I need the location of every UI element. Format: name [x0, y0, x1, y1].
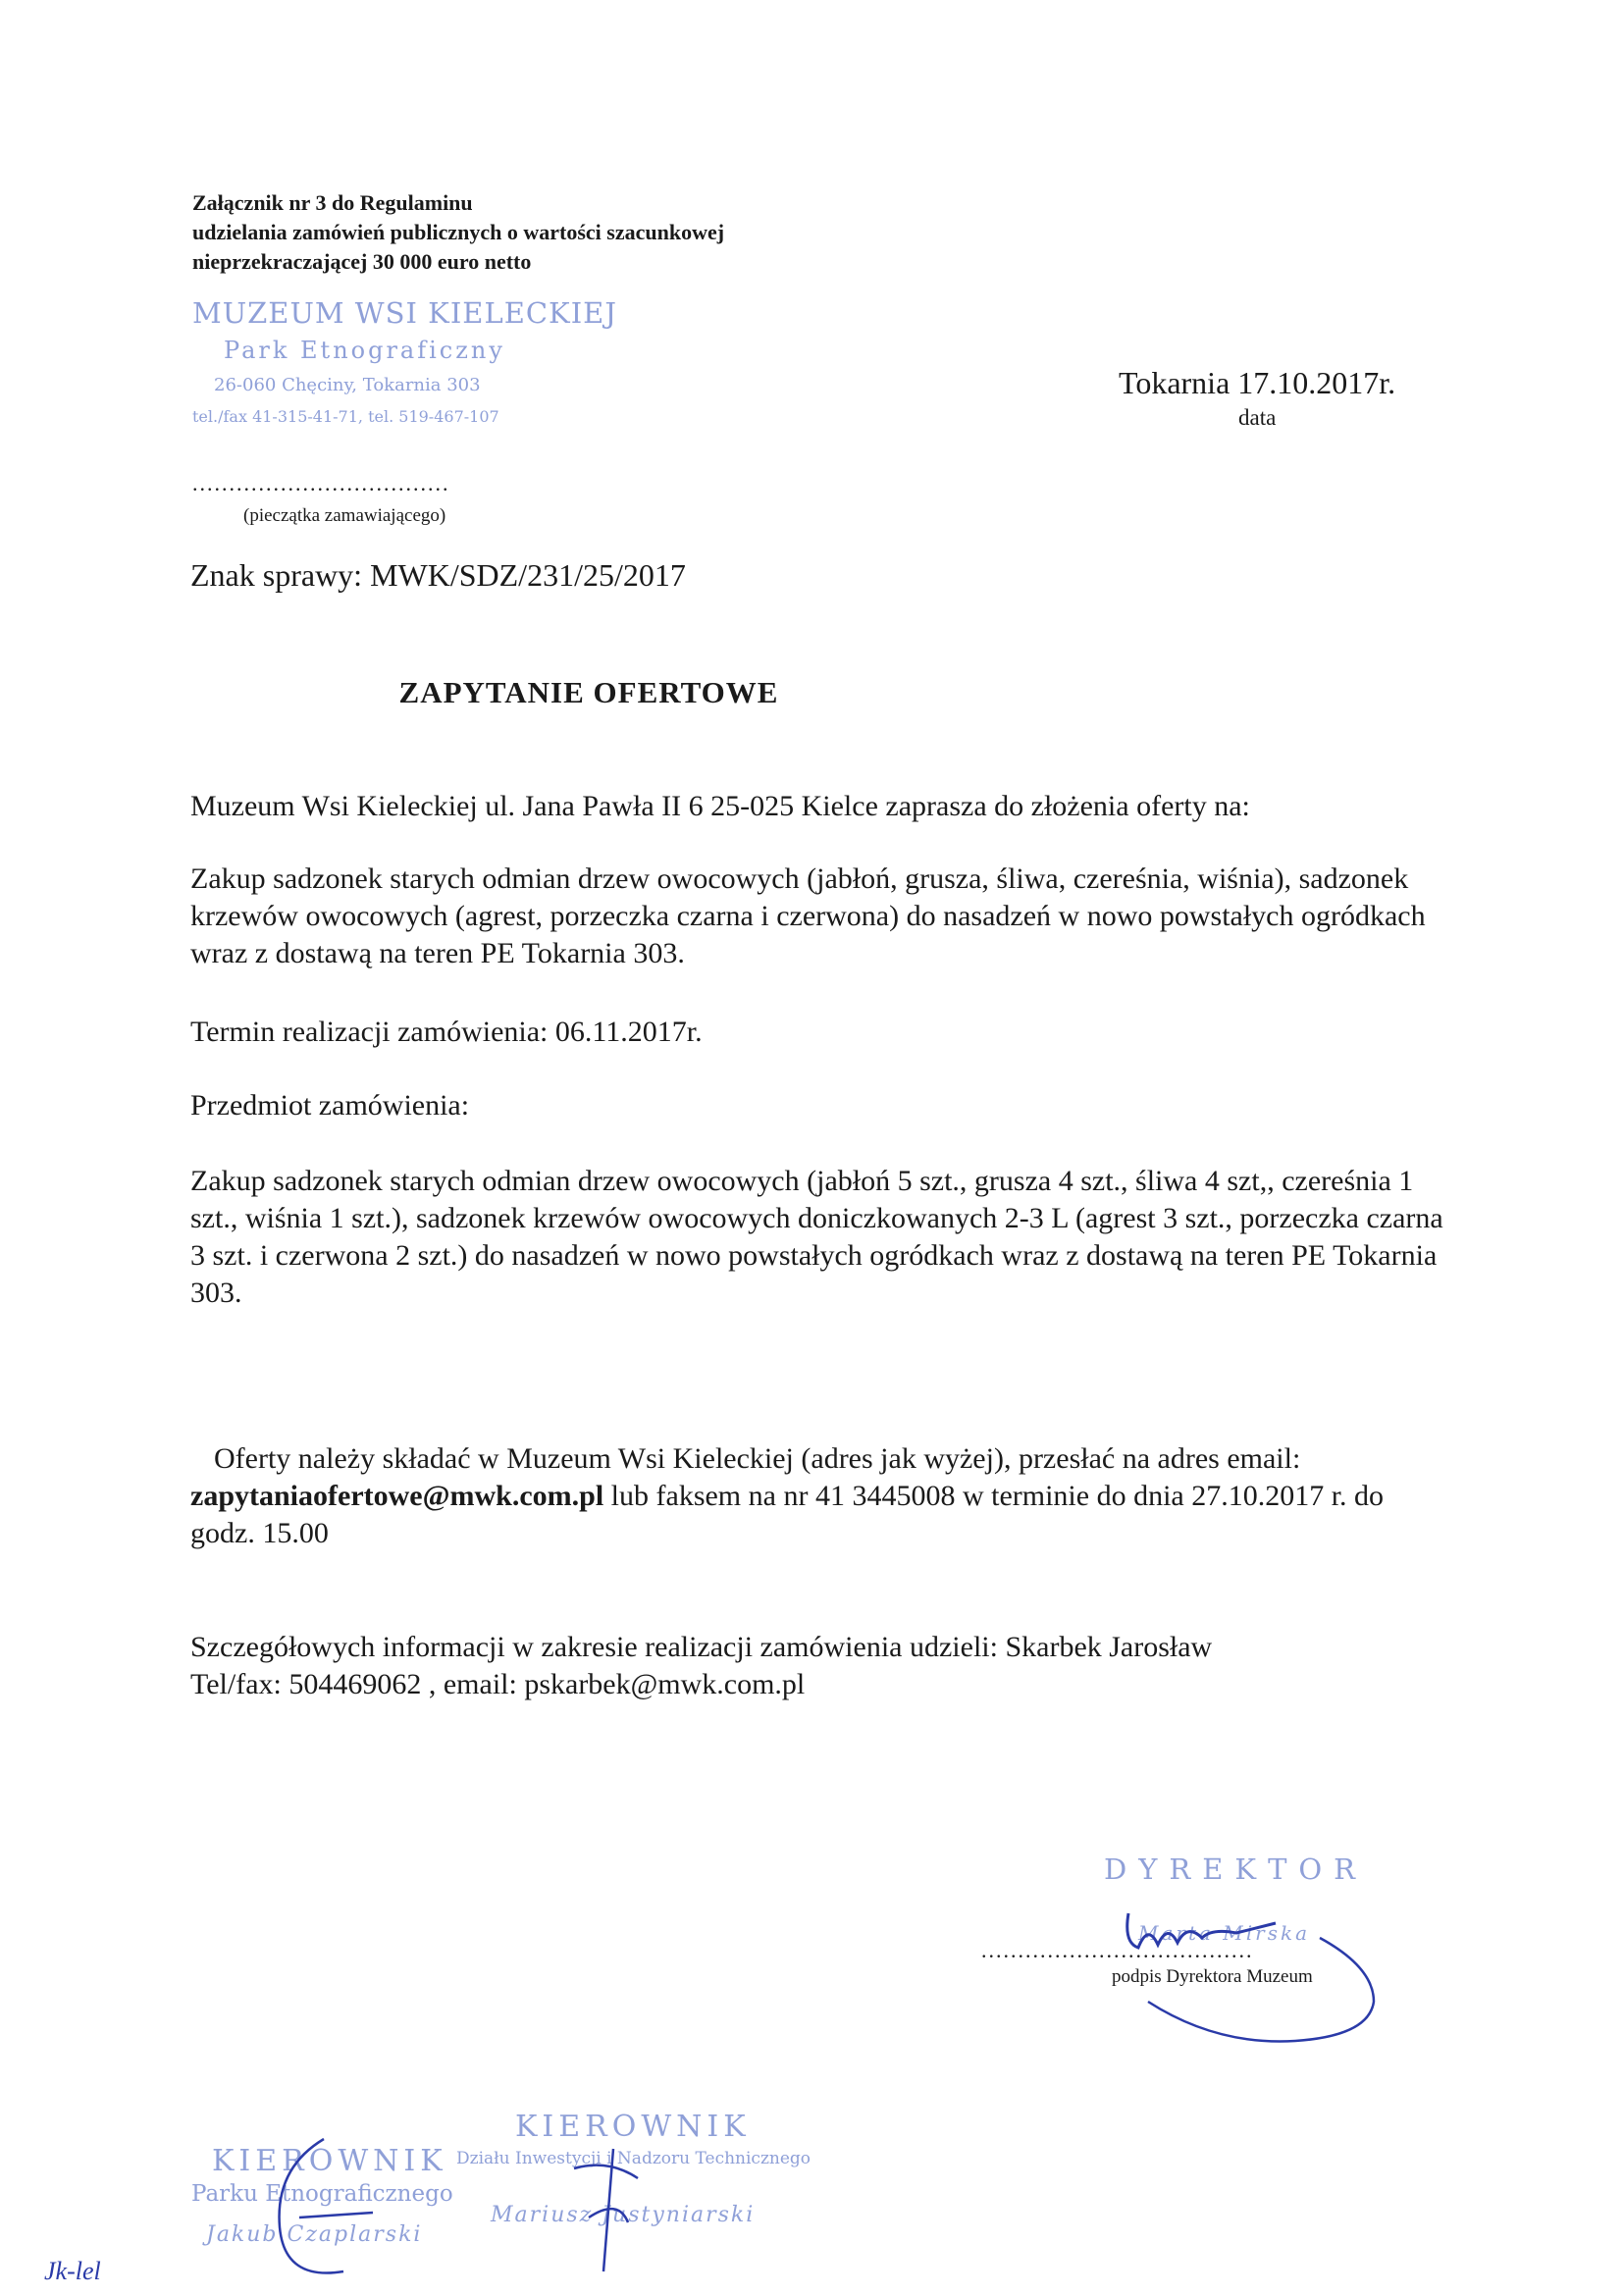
right-stamp-title: KIEROWNIK — [515, 2110, 751, 2144]
right-stamp-sub: Działu Inwestycji i Nadzoru Technicznego — [456, 2149, 812, 2168]
right-signature — [559, 2139, 657, 2286]
left-signature — [255, 2119, 383, 2286]
stamp-caption: (pieczątka zamawiającego) — [243, 505, 446, 526]
left-stamp-title: KIEROWNIK — [212, 2144, 447, 2178]
org-stamp-sub: Park Etnograficzny — [224, 337, 505, 364]
handwritten-initials: Jk-lel — [44, 2257, 101, 2285]
org-stamp-address: 26-060 Chęciny, Tokarnia 303 — [214, 375, 481, 395]
document-title: ZAPYTANIE OFERTOWE — [398, 675, 779, 709]
place-date: Tokarnia 17.10.2017r. — [1119, 365, 1396, 400]
offers-rest: lub faksem na nr 41 3445008 w terminie do dnia 27.10.2017 r. do godz. 15.00 — [190, 1480, 1385, 1549]
intro-paragraph: Muzeum Wsi Kieleckiej ul. Jana Pawła II 6 25-025 Kielce zaprasza do złożenia oferty na: — [190, 790, 1250, 822]
org-stamp-name: MUZEUM WSI KIELECKIEJ — [192, 296, 617, 330]
deadline-line: Termin realizacji zamówienia: 06.11.2017r. — [190, 1016, 703, 1048]
org-stamp-phone: tel./fax 41-315-41-71, tel. 519-467-107 — [192, 407, 499, 426]
contact-line2: Tel/fax: 504469062 , email: pskarbek@mwk.com.pl — [190, 1668, 806, 1700]
signature-caption: podpis Dyrektora Muzeum — [1112, 1966, 1313, 1987]
subject-paragraph: Zakup sadzonek starych odmian drzew owocowych (jabłoń 5 szt., grusza 4 szt., śliwa 4 szt,, czereśnia 1 szt., wiśnia 1 szt.), sadzonek krzewów owocowych doniczkowanych 2-3 L (agrest 3 szt., porzeczka czarna 3 szt. i czerwona 2 szt.) do nasadzeń w nowo powstałych ogródkach wraz z dostawą na teren PE Tokarnia 303. — [190, 1165, 1443, 1309]
director-stamp-name: Marta Mirska — [1138, 1921, 1311, 1945]
subject-heading: Przedmiot zamówienia: — [190, 1089, 470, 1122]
attachment-header-line3: nieprzekraczającej 30 000 euro netto — [192, 249, 532, 274]
attachment-header-line1: Załącznik nr 3 do Regulaminu — [192, 190, 473, 215]
attachment-header-line2: udzielania zamówień publicznych o wartości szacunkowej — [192, 220, 725, 244]
contact-line1: Szczegółowych informacji w zakresie realizacji zamówienia udzieli: Skarbek Jarosław — [190, 1631, 1213, 1663]
offers-lead: Oferty należy składać w Muzeum Wsi Kieleckiej (adres jak wyżej), przesłać na adres email: — [214, 1442, 1301, 1475]
right-stamp-name: Mariusz Justyniarski — [491, 2203, 756, 2227]
offers-paragraph — [190, 1440, 1446, 1552]
left-stamp-sub: Parku Etnograficznego — [191, 2181, 453, 2207]
case-number: Znak sprawy: MWK/SDZ/231/25/2017 — [190, 557, 686, 593]
stamp-dots: ................................... — [192, 471, 450, 496]
offers-email: zapytaniaofertowe@mwk.com.pl — [190, 1480, 604, 1512]
director-stamp: DYREKTOR — [1104, 1852, 1368, 1886]
signature-dots: ..................................... — [981, 1938, 1254, 1962]
date-label: data — [1238, 405, 1277, 430]
summary-paragraph: Zakup sadzonek starych odmian drzew owocowych (jabłoń, grusza, śliwa, czereśnia, wiśnia), sadzonek krzewów owocowych (agrest, porzeczka czarna i czerwona) do nasadzeń w nowo powstałych ogródkach wraz z dostawą na teren PE Tokarnia 303. — [190, 862, 1426, 969]
left-stamp-name: Jakub Czaplarski — [206, 2222, 423, 2247]
